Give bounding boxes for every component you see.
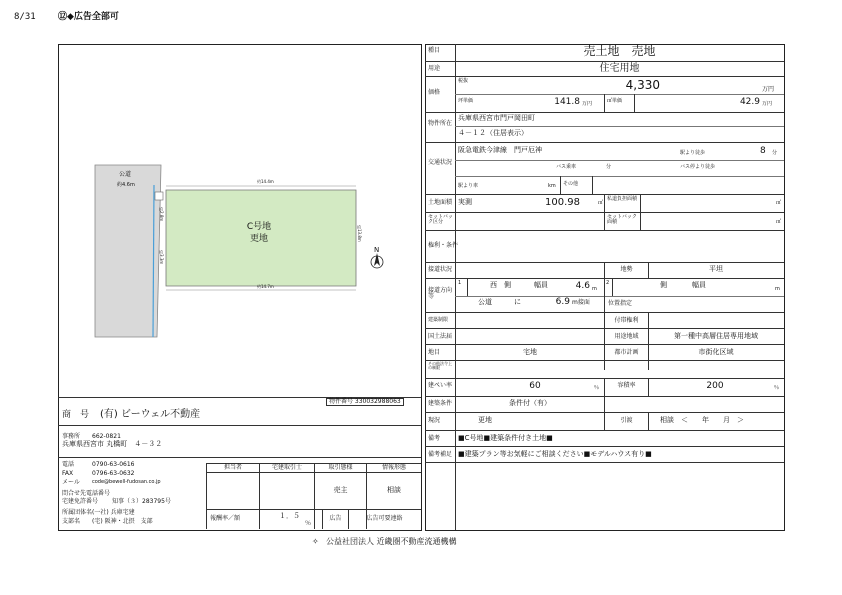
- area-kind: 実測: [458, 198, 472, 206]
- sqm-unit: 万円: [762, 101, 773, 107]
- lot-name: C号地: [246, 222, 272, 232]
- tel-value: 0790-63-0616: [92, 461, 135, 468]
- property-type: 売土地 売地: [583, 44, 656, 58]
- road-width: 約4.6m: [117, 182, 135, 188]
- dim-right: 約13.8m: [357, 225, 362, 242]
- trade-name-label: 商 号: [62, 410, 90, 420]
- ad-label: 広告: [329, 515, 342, 522]
- dim-top: 約14.4m: [257, 179, 274, 184]
- road2-width-label: 幅員: [692, 281, 706, 289]
- branch-value: (宅) 阪神・北摂 支部: [92, 518, 153, 525]
- header-licensed: 宅建取引士: [271, 464, 302, 471]
- building-restriction-label: 建築制限: [428, 317, 449, 323]
- handover-value: 相談 ＜ 年 月 ＞: [660, 416, 744, 424]
- walk-value: 8: [760, 146, 766, 156]
- license-value: 知事（３）283795号: [112, 498, 171, 505]
- attach-label: 付帯権利: [614, 317, 639, 324]
- sqm-price: 42.9: [739, 97, 760, 107]
- remarks2-label: 備考補足: [428, 451, 453, 458]
- price-sub: 税抜: [458, 78, 469, 84]
- bus-label: バス乗車: [556, 164, 577, 170]
- road-public-2: に: [514, 298, 521, 306]
- other-limits-label: その他法令上の制限: [428, 361, 452, 370]
- area-value: 100.98: [545, 197, 580, 208]
- fax-value: 0796-63-0632: [92, 470, 135, 477]
- header-transaction: 取引態様: [328, 464, 353, 471]
- remarks-label: 備考: [428, 435, 441, 442]
- road-status-label: 接道状況: [428, 266, 453, 273]
- road2-unit: m: [775, 286, 780, 292]
- road1-width: 4.6: [575, 281, 590, 291]
- road-marker: [155, 192, 163, 200]
- sqm-label: ㎡単価: [607, 98, 623, 104]
- car-unit: km: [548, 183, 556, 189]
- type-label: 種目: [428, 47, 441, 54]
- road1-width-label: 幅員: [534, 281, 548, 289]
- land-law-label: 国土法届: [428, 333, 453, 340]
- bus-unit: 分: [606, 164, 612, 170]
- header-agent: 担当者: [223, 464, 242, 471]
- road2-number: 2: [606, 280, 610, 286]
- road-direction-label: 接道方向等: [428, 287, 453, 300]
- remarks2-value: ■建築プラン等お気軽にご相談ください■モデルハウス有り■: [458, 450, 652, 458]
- assoc-value: (一社) 兵庫宅建: [92, 509, 135, 516]
- area-label: 土地面積: [428, 199, 453, 206]
- walk-label: 駅より徒歩: [680, 150, 706, 156]
- page-number: 8/31: [14, 12, 36, 22]
- private-road-label: 私道負担面積: [607, 196, 638, 202]
- far-label: 容積率: [617, 382, 636, 389]
- zoning-value: 第一種中高層住居専用地域: [674, 332, 758, 340]
- traffic-label: 交通状況: [428, 159, 453, 166]
- train-line: 阪急電鉄今津線 門戸厄神: [458, 146, 542, 154]
- road1-direction: 西 側: [490, 281, 511, 289]
- use-label: 用途: [428, 65, 441, 72]
- conditions-label: 建築条件: [428, 400, 453, 407]
- private-road-unit: ㎡: [776, 200, 782, 206]
- rights-label: 権利・条件: [428, 242, 459, 249]
- coverage-unit: ％: [594, 385, 600, 391]
- road1-number: 1: [458, 280, 462, 286]
- property-use: 住宅用地: [599, 63, 640, 74]
- company-address: 兵庫県西宮市 丸橋町 ４－３２: [62, 440, 163, 448]
- zoning-label: 用途地域: [614, 333, 639, 340]
- transaction-value: 売主: [333, 486, 348, 494]
- walk-unit: 分: [772, 150, 778, 156]
- price-unit: 万円: [762, 86, 775, 93]
- other-label: その他: [563, 181, 579, 187]
- tsubo-unit: 万円: [582, 101, 593, 107]
- position-label: 位置指定: [608, 300, 633, 307]
- far-value: 200: [706, 381, 724, 391]
- car-label: 駅より車: [458, 183, 479, 189]
- dim-bottom: 約14.7m: [257, 284, 274, 289]
- land-class-value: 宅地: [523, 348, 537, 356]
- land-class-label: 地目: [428, 349, 441, 356]
- terrain-value: 平坦: [709, 265, 723, 273]
- footer-org: 公益社団法人 近畿圏不動産流通機構: [326, 537, 457, 546]
- setback-label: セットバック区分: [428, 214, 453, 225]
- mail-label: メール: [62, 479, 80, 486]
- branch-label: 支部名: [62, 518, 81, 525]
- fax-label: FAX: [62, 470, 74, 477]
- lot-map: [59, 45, 420, 397]
- inquiry-label: 問合せ先電話番号: [62, 490, 111, 497]
- ad-value: 広告可要連絡: [366, 515, 403, 522]
- current-value: 更地: [478, 416, 492, 424]
- ad-status: ⑫◆広告全部可: [58, 12, 119, 22]
- road-public: 公道: [478, 298, 492, 306]
- tel-label: 電話: [62, 461, 75, 468]
- road-label: 公道: [119, 171, 132, 178]
- location-label: 物件所在: [428, 120, 453, 127]
- commission-label: 報酬率／額: [210, 515, 241, 522]
- north-arrow: [371, 253, 383, 268]
- tsubo-label: 坪単価: [458, 98, 474, 104]
- bus-walk-label: バス停より徒歩: [680, 164, 716, 170]
- far-unit: ％: [774, 385, 780, 391]
- map-area: [59, 45, 420, 397]
- trade-name: (有) ビーウェル不動産: [100, 409, 201, 420]
- mail-value: code@bewell-fudosan.co.jp: [92, 479, 161, 485]
- assoc-label: 所属団体名: [62, 509, 93, 516]
- coverage-value: 60: [529, 381, 541, 391]
- license-label: 宅建免許番号: [62, 498, 99, 505]
- coverage-label: 建ぺい率: [428, 382, 453, 389]
- price-value: 4,330: [625, 78, 660, 92]
- setback-area-label: セットバック面積: [607, 214, 637, 225]
- footer-logo-icon: ✧: [312, 537, 319, 546]
- area-unit: ㎡: [598, 200, 604, 206]
- location-line-1: 兵庫県西宮市門戸岡田町: [458, 114, 535, 122]
- info-form-value: 相談: [387, 486, 401, 494]
- lot-status: 更地: [249, 234, 268, 244]
- setback-unit: ㎡: [776, 219, 782, 225]
- price-label: 価格: [428, 89, 441, 96]
- header-info-form: 情報形態: [381, 464, 406, 471]
- cert-number: 物件番号 330032988063: [326, 398, 404, 406]
- road1-unit: m: [592, 286, 597, 292]
- handover-label: 引渡: [620, 417, 633, 424]
- frontage-unit: m接面: [572, 299, 590, 306]
- urban-value: 市街化区域: [698, 348, 734, 356]
- location-line-2: ４－１２（住居表示）: [458, 129, 528, 137]
- dim-left-1: 約2.8m: [159, 207, 164, 222]
- commission-value: １．５: [279, 512, 300, 520]
- terrain-label: 地勢: [620, 266, 633, 273]
- current-label: 現況: [428, 417, 441, 424]
- commission-unit: ％: [305, 520, 312, 527]
- postal-code: 662-0821: [92, 433, 121, 440]
- road2-direction: 側: [660, 281, 667, 289]
- north-label: N: [374, 246, 380, 254]
- urban-label: 都市計画: [614, 349, 639, 356]
- tsubo-price: 141.8: [554, 97, 580, 107]
- office-label: 事務所: [62, 433, 81, 440]
- conditions-value: 条件付（有）: [509, 399, 551, 407]
- frontage-value: 6.9: [555, 297, 570, 307]
- remarks-value: ■C号地■建築条件付き土地■: [458, 434, 553, 442]
- dim-left-2: 約3.3m: [159, 250, 164, 265]
